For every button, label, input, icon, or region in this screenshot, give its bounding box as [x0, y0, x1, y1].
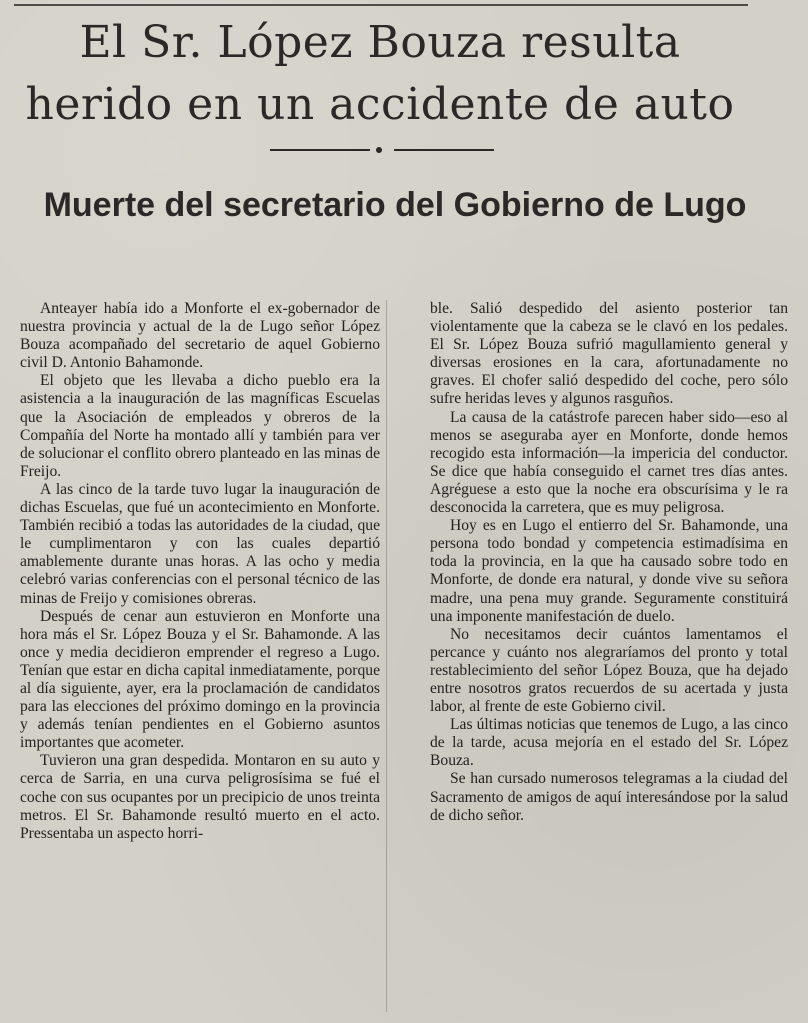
paragraph: La causa de la catástrofe parecen haber sido—eso al menos se aseguraba ayer en Monforte, donde hemos recogido esta información—la impericia del conductor. Se dice que había conseguido el carnet tres días antes. Agréguese a esto que la noche era obscurísima y le ra desconocida la carretera, que es muy peligrosa. — [430, 408, 788, 517]
subheadline: Muerte del secretario del Gobierno de Lugo — [43, 186, 747, 224]
ornament-dot — [376, 147, 382, 153]
column-divider — [386, 300, 387, 1012]
paragraph: Las últimas noticias que tenemos de Lugo, a las cinco de la tarde, acusa mejoría en el estado del Sr. López Bouza. — [430, 716, 788, 770]
paragraph-continuation: ble. Salió despedido del asiento posterior tan violentamente que la cabeza se le clavó en los pedales. El Sr. López Bouza sufrió magullamiento general y diversas erosiones en la cara, afortunadamente no graves. El chofer salió despedido del coche, pero sólo sufre heridas leves y algunos rasguños. — [430, 300, 788, 408]
paragraph: Se han cursado numerosos telegramas a la ciudad del Sacramento de amigos de aquí interesándose por la salud de dicho señor. — [430, 770, 788, 824]
paragraph: Anteayer había ido a Monforte el ex-gobernador de nuestra provincia y actual de la de Lugo señor López Bouza acompañado del secretario de aquel Gobierno civil D. Antonio Bahamonde. — [20, 300, 380, 372]
top-rule — [14, 4, 748, 6]
paragraph: Hoy es en Lugo el entierro del Sr. Bahamonde, una persona todo bondad y competencia estimadísima en toda la provincia, en la que ha causado sobre todo en Monforte, de donde era natural, y donde vive su señora madre, una pena muy grande. Seguramente constituirá una imponente manifestación de duelo. — [430, 517, 788, 625]
ornament-line-right — [394, 149, 494, 151]
paragraph: No necesitamos decir cuántos lamentamos el percance y cuánto nos alegraríamos del pronto y total restablecimiento del señor López Bouza, que ha dejado entre nosotros gratos recuerdos de su acertada y justa labor, al frente de este Gobierno civil. — [430, 625, 788, 716]
headline-ornament — [270, 146, 494, 154]
article-column-right — [430, 300, 788, 1012]
article-column-left — [20, 300, 380, 1012]
paragraph: El objeto que les llevaba a dicho pueblo era la asistencia a la inauguración de las magníficas Escuelas que la Asociación de empleados y obreros de la Compañía del Norte ha montado allí y también para ver de solucionar el conflito obrero planteado en las minas de Freijo. — [20, 372, 380, 480]
paragraph: Tuvieron una gran despedida. Montaron en su auto y cerca de Sarria, en una curva peligrosísima se fué el coche con sus ocupantes por un precipicio de unos treinta metros. El Sr. Bahamonde resultó muerto en el acto. Pressentaba un aspecto horri- — [20, 752, 380, 842]
ornament-line-left — [270, 149, 370, 151]
headline: El Sr. López Bouza resulta herido en un accidente de auto — [25, 17, 735, 130]
paragraph: Después de cenar aun estuvieron en Monforte una hora más el Sr. López Bouza y el Sr. Bahamonde. A las once y media decidieron emprender el regreso a Lugo. Tenían que estar en dicha capital inmediatamente, porque al día siguiente, ayer, era la proclamación de candidatos para las elecciones del próximo domingo en la provincia y además tenían pendientes en el Gobierno asuntos importantes que acometer. — [20, 607, 380, 752]
paragraph: A las cinco de la tarde tuvo lugar la inauguración de dichas Escuelas, que fué un acontecimiento en Monforte. También recibió a todas las autoridades de la ciudad, que le cumplimentaron y con las cuales departió amablemente durante unas horas. A las ocho y media celebró varias conferencias con el personal técnico de las minas de Freijo y comisiones obreras. — [20, 480, 380, 607]
article-body — [18, 300, 788, 1012]
